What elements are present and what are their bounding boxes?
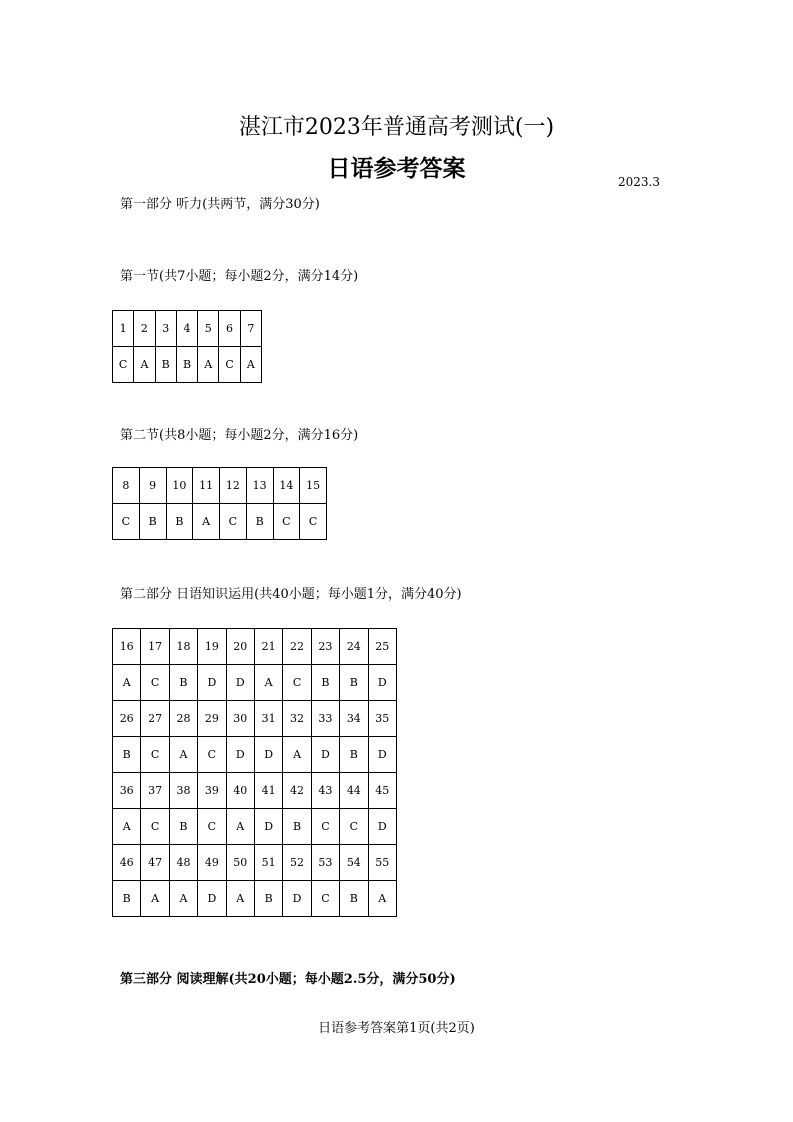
question-number: 14: [273, 468, 300, 504]
question-number: 31: [254, 701, 282, 737]
answer-cell: B: [113, 737, 141, 773]
answer-cell: A: [169, 881, 197, 917]
question-number: 28: [169, 701, 197, 737]
part2-heading: 第二部分 日语知识运用(共40小题；每小题1分，满分40分): [120, 587, 462, 602]
number-row: [113, 468, 327, 504]
answer-cell: C: [283, 665, 311, 701]
answer-cell: A: [113, 665, 141, 701]
question-number: 2: [134, 311, 155, 347]
answer-cell: C: [311, 881, 339, 917]
answer-cell: A: [368, 881, 396, 917]
question-number: 19: [198, 629, 226, 665]
answer-cell: A: [141, 881, 169, 917]
question-number: 54: [340, 845, 368, 881]
answer-cell: D: [198, 881, 226, 917]
question-number: 55: [368, 845, 396, 881]
answer-cell: D: [198, 665, 226, 701]
answer-cell: A: [193, 504, 220, 540]
answer-cell: D: [254, 737, 282, 773]
question-number: 34: [340, 701, 368, 737]
question-number: 37: [141, 773, 169, 809]
document-title: 湛江市2023年普通高考测试(一): [238, 115, 555, 140]
number-row: [113, 845, 397, 881]
answer-cell: A: [198, 347, 219, 383]
answer-cell: C: [311, 809, 339, 845]
question-number: 42: [283, 773, 311, 809]
question-number: 41: [254, 773, 282, 809]
question-number: 45: [368, 773, 396, 809]
question-number: 27: [141, 701, 169, 737]
answer-cell: C: [198, 737, 226, 773]
answer-cell: C: [300, 504, 327, 540]
answer-cell: D: [311, 737, 339, 773]
question-number: 26: [113, 701, 141, 737]
answer-cell: B: [155, 347, 176, 383]
question-number: 50: [226, 845, 254, 881]
page-footer: 日语参考答案第1页(共2页): [318, 1021, 475, 1036]
answer-cell: A: [226, 809, 254, 845]
answer-cell: C: [141, 809, 169, 845]
question-number: 10: [166, 468, 193, 504]
question-number: 3: [155, 311, 176, 347]
answer-cell: D: [368, 665, 396, 701]
question-number: 47: [141, 845, 169, 881]
document-date: 2023.3: [618, 175, 660, 189]
answer-row: [113, 881, 397, 917]
number-row: [113, 701, 397, 737]
answer-cell: B: [246, 504, 273, 540]
question-number: 44: [340, 773, 368, 809]
question-number: 43: [311, 773, 339, 809]
question-number: 36: [113, 773, 141, 809]
question-number: 51: [254, 845, 282, 881]
question-number: 5: [198, 311, 219, 347]
question-number: 4: [176, 311, 197, 347]
answer-cell: A: [240, 347, 261, 383]
answer-cell: D: [283, 881, 311, 917]
answer-cell: C: [340, 809, 368, 845]
question-number: 17: [141, 629, 169, 665]
section2-answer-table: [112, 467, 327, 540]
question-number: 16: [113, 629, 141, 665]
answer-cell: C: [273, 504, 300, 540]
question-number: 49: [198, 845, 226, 881]
question-number: 13: [246, 468, 273, 504]
answer-cell: D: [226, 665, 254, 701]
answer-cell: A: [254, 665, 282, 701]
number-row: [113, 629, 397, 665]
question-number: 24: [340, 629, 368, 665]
answer-row: [113, 504, 327, 540]
answer-cell: B: [283, 809, 311, 845]
question-number: 40: [226, 773, 254, 809]
question-number: 1: [113, 311, 134, 347]
answer-cell: C: [198, 809, 226, 845]
section1-answer-table: [112, 310, 262, 383]
question-number: 6: [219, 311, 240, 347]
question-number: 32: [283, 701, 311, 737]
question-number: 53: [311, 845, 339, 881]
question-number: 33: [311, 701, 339, 737]
answer-row: [113, 665, 397, 701]
answer-row: [113, 809, 397, 845]
answer-cell: B: [169, 665, 197, 701]
question-number: 21: [254, 629, 282, 665]
part2-answer-table: [112, 628, 397, 917]
document-subtitle: 日语参考答案: [327, 156, 466, 182]
answer-cell: A: [134, 347, 155, 383]
section1-heading: 第一节(共7小题；每小题2分，满分14分): [120, 269, 359, 284]
answer-cell: B: [166, 504, 193, 540]
question-number: 25: [368, 629, 396, 665]
question-number: 48: [169, 845, 197, 881]
part3-heading: 第三部分 阅读理解(共20小题；每小题2.5分，满分50分): [120, 972, 456, 987]
question-number: 52: [283, 845, 311, 881]
answer-cell: A: [283, 737, 311, 773]
question-number: 38: [169, 773, 197, 809]
answer-cell: D: [368, 737, 396, 773]
question-number: 30: [226, 701, 254, 737]
answer-cell: B: [311, 665, 339, 701]
number-row: [113, 311, 262, 347]
answer-cell: C: [219, 347, 240, 383]
answer-cell: C: [113, 347, 134, 383]
answer-row: [113, 347, 262, 383]
answer-cell: C: [141, 737, 169, 773]
answer-cell: D: [226, 737, 254, 773]
question-number: 35: [368, 701, 396, 737]
part1-heading: 第一部分 听力(共两节，满分30分): [120, 197, 320, 212]
answer-cell: B: [340, 881, 368, 917]
question-number: 9: [139, 468, 166, 504]
question-number: 15: [300, 468, 327, 504]
answer-cell: C: [220, 504, 247, 540]
question-number: 20: [226, 629, 254, 665]
question-number: 18: [169, 629, 197, 665]
question-number: 39: [198, 773, 226, 809]
answer-cell: B: [254, 881, 282, 917]
answer-cell: B: [340, 737, 368, 773]
answer-row: [113, 737, 397, 773]
answer-cell: A: [226, 881, 254, 917]
section2-heading: 第二节(共8小题；每小题2分，满分16分): [120, 428, 359, 443]
question-number: 8: [113, 468, 140, 504]
question-number: 22: [283, 629, 311, 665]
answer-cell: C: [141, 665, 169, 701]
question-number: 46: [113, 845, 141, 881]
question-number: 11: [193, 468, 220, 504]
answer-cell: B: [139, 504, 166, 540]
question-number: 29: [198, 701, 226, 737]
answer-cell: C: [113, 504, 140, 540]
answer-cell: A: [113, 809, 141, 845]
answer-cell: B: [176, 347, 197, 383]
answer-cell: A: [169, 737, 197, 773]
question-number: 23: [311, 629, 339, 665]
answer-cell: D: [368, 809, 396, 845]
question-number: 12: [220, 468, 247, 504]
answer-cell: B: [169, 809, 197, 845]
answer-cell: B: [113, 881, 141, 917]
answer-cell: D: [254, 809, 282, 845]
answer-cell: B: [340, 665, 368, 701]
number-row: [113, 773, 397, 809]
question-number: 7: [240, 311, 261, 347]
